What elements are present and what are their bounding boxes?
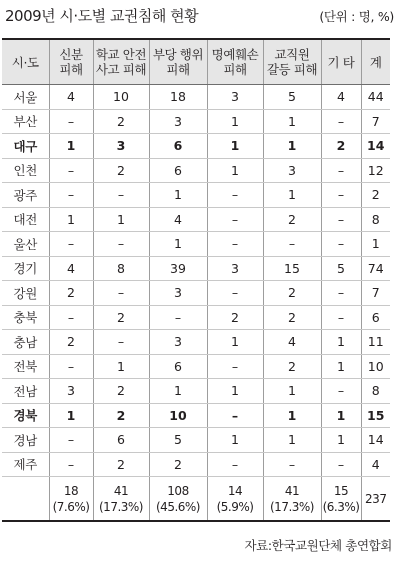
region-cell: 강원 — [2, 281, 49, 306]
value-cell: 3 — [149, 281, 207, 306]
value-cell: 6 — [149, 158, 207, 183]
value-cell: – — [149, 305, 207, 330]
value-cell: 3 — [263, 158, 321, 183]
column-header-line1: 기 타 — [327, 54, 355, 70]
value-cell: 4 — [149, 207, 207, 232]
value-cell: 2 — [49, 281, 93, 306]
value-cell: 2 — [93, 158, 149, 183]
value-cell: 1 — [263, 403, 321, 428]
data-table — [2, 38, 390, 522]
value-cell: – — [321, 207, 361, 232]
value-cell: 2 — [321, 134, 361, 159]
value-cell: – — [49, 452, 93, 477]
value-cell: – — [207, 354, 263, 379]
value-cell: 3 — [49, 379, 93, 404]
total-count: 15 — [333, 483, 349, 498]
value-cell: 3 — [207, 256, 263, 281]
value-cell: 2 — [49, 330, 93, 355]
value-cell: 5 — [263, 85, 321, 110]
value-cell: 2 — [93, 403, 149, 428]
value-cell: – — [49, 354, 93, 379]
value-cell: 12 — [361, 158, 390, 183]
value-cell: 1 — [361, 232, 390, 257]
total-cell — [93, 477, 149, 522]
value-cell: – — [49, 232, 93, 257]
value-cell: 1 — [49, 134, 93, 159]
column-header — [49, 39, 93, 85]
total-percent: (7.6%) — [52, 499, 90, 514]
source-note: 자료:한국교원단체 총연합회 — [244, 538, 392, 553]
total-cell — [361, 477, 390, 522]
column-header-line2: 사고 피해 — [95, 62, 147, 77]
value-cell: 3 — [149, 109, 207, 134]
table-row — [2, 452, 390, 477]
value-cell: 10 — [361, 354, 390, 379]
table-row — [2, 256, 390, 281]
column-header-line1: 부당 행위 — [152, 47, 204, 62]
total-count: 18 — [63, 483, 79, 498]
column-header-line1: 신분 — [59, 47, 83, 62]
value-cell: 4 — [49, 256, 93, 281]
total-count: 237 — [365, 491, 387, 506]
value-cell: 1 — [93, 354, 149, 379]
table-row — [2, 305, 390, 330]
column-header-line2: 갈등 피해 — [266, 62, 318, 77]
column-header-line2: 피해 — [59, 62, 83, 77]
value-cell: – — [207, 232, 263, 257]
total-percent: (17.3%) — [99, 499, 143, 514]
table-row — [2, 281, 390, 306]
region-cell: 전북 — [2, 354, 49, 379]
total-cell — [49, 477, 93, 522]
value-cell: 4 — [263, 330, 321, 355]
column-header-line1: 시·도 — [11, 54, 39, 70]
total-cell — [263, 477, 321, 522]
column-header — [149, 39, 207, 85]
table-body — [2, 85, 390, 522]
table-row — [2, 330, 390, 355]
value-cell: – — [93, 330, 149, 355]
region-cell: 대전 — [2, 207, 49, 232]
table-row — [2, 403, 390, 428]
value-cell: 74 — [361, 256, 390, 281]
value-cell: 1 — [49, 207, 93, 232]
value-cell: 2 — [263, 354, 321, 379]
total-percent: (45.6%) — [156, 499, 200, 514]
value-cell: 10 — [93, 85, 149, 110]
value-cell: – — [321, 305, 361, 330]
value-cell: – — [321, 232, 361, 257]
table-row — [2, 85, 390, 110]
value-cell: 1 — [49, 403, 93, 428]
region-cell: 울산 — [2, 232, 49, 257]
value-cell: 3 — [207, 85, 263, 110]
region-cell: 인천 — [2, 158, 49, 183]
total-count: 108 — [167, 483, 189, 498]
region-cell: 경남 — [2, 428, 49, 453]
value-cell: 8 — [361, 379, 390, 404]
total-count: 41 — [113, 483, 129, 498]
value-cell: 5 — [321, 256, 361, 281]
value-cell: – — [93, 232, 149, 257]
table-row — [2, 134, 390, 159]
value-cell: 15 — [361, 403, 390, 428]
value-cell: – — [321, 281, 361, 306]
value-cell: – — [49, 428, 93, 453]
table-row — [2, 158, 390, 183]
region-cell: 광주 — [2, 183, 49, 208]
total-percent: (17.3%) — [270, 499, 314, 514]
value-cell: 1 — [207, 428, 263, 453]
region-cell: 경기 — [2, 256, 49, 281]
table-row — [2, 109, 390, 134]
value-cell: 2 — [93, 452, 149, 477]
value-cell: 2 — [263, 281, 321, 306]
value-cell: – — [207, 183, 263, 208]
value-cell: 1 — [149, 379, 207, 404]
value-cell: – — [321, 379, 361, 404]
total-count: 41 — [284, 483, 300, 498]
total-cell — [321, 477, 361, 522]
value-cell: 6 — [149, 134, 207, 159]
value-cell: 1 — [321, 403, 361, 428]
value-cell: – — [321, 109, 361, 134]
value-cell: – — [49, 183, 93, 208]
region-cell: 충남 — [2, 330, 49, 355]
value-cell: – — [321, 452, 361, 477]
value-cell: 4 — [361, 452, 390, 477]
value-cell: 2 — [149, 452, 207, 477]
region-cell: 제주 — [2, 452, 49, 477]
value-cell: 6 — [361, 305, 390, 330]
value-cell: 14 — [361, 134, 390, 159]
column-header-line1: 학교 안전 — [95, 47, 147, 62]
value-cell: – — [49, 109, 93, 134]
total-row — [2, 477, 390, 522]
table-header — [2, 39, 390, 85]
value-cell: 39 — [149, 256, 207, 281]
region-cell: 경북 — [2, 403, 49, 428]
table-row — [2, 207, 390, 232]
value-cell: 2 — [263, 207, 321, 232]
value-cell: – — [49, 158, 93, 183]
column-header — [361, 39, 390, 85]
column-header-line1: 교직원 — [274, 47, 310, 62]
value-cell: 2 — [93, 305, 149, 330]
value-cell: – — [207, 207, 263, 232]
value-cell: 4 — [321, 85, 361, 110]
value-cell: 1 — [321, 330, 361, 355]
total-label-cell — [2, 477, 49, 522]
value-cell: 8 — [93, 256, 149, 281]
value-cell: 3 — [93, 134, 149, 159]
value-cell: 18 — [149, 85, 207, 110]
value-cell: 6 — [93, 428, 149, 453]
value-cell: 1 — [263, 183, 321, 208]
table-row — [2, 379, 390, 404]
value-cell: 2 — [263, 305, 321, 330]
region-cell: 충북 — [2, 305, 49, 330]
value-cell: 8 — [361, 207, 390, 232]
value-cell: – — [207, 452, 263, 477]
value-cell: – — [321, 158, 361, 183]
value-cell: 15 — [263, 256, 321, 281]
table-title: 2009년 시·도별 교권침해 현황 — [5, 7, 199, 25]
value-cell: 1 — [207, 158, 263, 183]
value-cell: 5 — [149, 428, 207, 453]
table-row — [2, 428, 390, 453]
value-cell: 1 — [321, 354, 361, 379]
value-cell: 1 — [263, 109, 321, 134]
region-cell: 대구 — [2, 134, 49, 159]
region-cell: 부산 — [2, 109, 49, 134]
column-header-line1: 명예훼손 — [211, 47, 259, 62]
total-count: 14 — [227, 483, 243, 498]
region-cell: 전남 — [2, 379, 49, 404]
value-cell: 1 — [263, 134, 321, 159]
table-row — [2, 232, 390, 257]
column-header — [2, 39, 49, 85]
column-header — [321, 39, 361, 85]
column-header-line2: 피해 — [223, 62, 247, 77]
value-cell: 1 — [207, 134, 263, 159]
value-cell: 14 — [361, 428, 390, 453]
value-cell: 4 — [49, 85, 93, 110]
value-cell: 1 — [93, 207, 149, 232]
value-cell: – — [207, 403, 263, 428]
table-row — [2, 354, 390, 379]
value-cell: 44 — [361, 85, 390, 110]
total-percent: (5.9%) — [216, 499, 254, 514]
column-header-line2: 피해 — [166, 62, 190, 77]
value-cell: 6 — [149, 354, 207, 379]
value-cell: 2 — [207, 305, 263, 330]
column-header — [263, 39, 321, 85]
value-cell: 10 — [149, 403, 207, 428]
value-cell: 1 — [207, 109, 263, 134]
total-cell — [207, 477, 263, 522]
value-cell: – — [321, 183, 361, 208]
value-cell: – — [49, 305, 93, 330]
value-cell: 3 — [149, 330, 207, 355]
value-cell: 1 — [207, 330, 263, 355]
value-cell: 11 — [361, 330, 390, 355]
value-cell: 1 — [321, 428, 361, 453]
value-cell: 2 — [361, 183, 390, 208]
value-cell: 1 — [207, 379, 263, 404]
value-cell: 1 — [149, 183, 207, 208]
value-cell: 7 — [361, 281, 390, 306]
value-cell: – — [93, 281, 149, 306]
region-cell: 서울 — [2, 85, 49, 110]
value-cell: 2 — [93, 379, 149, 404]
value-cell: 7 — [361, 109, 390, 134]
column-header — [93, 39, 149, 85]
unit-note: (단위 : 명, %) — [319, 9, 394, 24]
value-cell: – — [263, 232, 321, 257]
value-cell: 1 — [263, 428, 321, 453]
total-cell — [149, 477, 207, 522]
column-header-line1: 계 — [369, 54, 382, 70]
value-cell: 2 — [93, 109, 149, 134]
value-cell: 1 — [149, 232, 207, 257]
value-cell: – — [263, 452, 321, 477]
total-percent: (6.3%) — [322, 499, 360, 514]
value-cell: 1 — [263, 379, 321, 404]
value-cell: – — [93, 183, 149, 208]
column-header — [207, 39, 263, 85]
table-row — [2, 183, 390, 208]
value-cell: – — [207, 281, 263, 306]
